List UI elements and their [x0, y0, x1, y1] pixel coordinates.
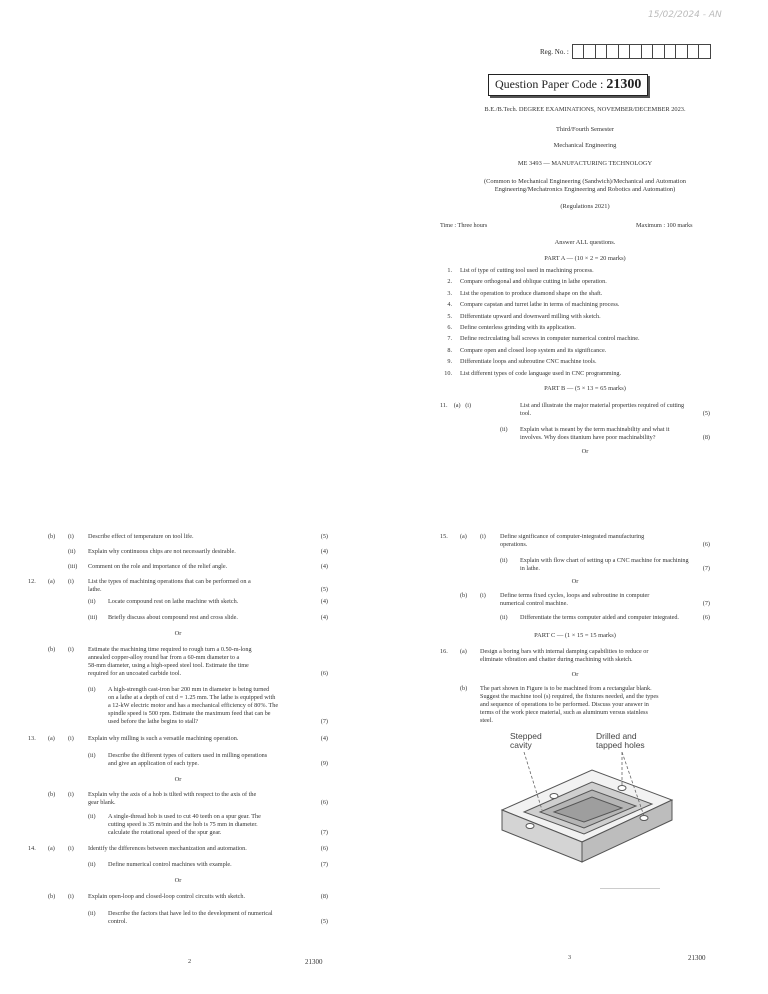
q12b-i: (b) (i) Estimate the machining time required to rough turn a 0.50-m-long annealed copper-alloy round bar from a 60-mm diameter to a 58-mm diameter, using a high-speed steel tool. Estimate the time required for an uncoated carbide tool. (6) — [48, 646, 328, 677]
or-separator: Or — [174, 630, 182, 637]
q15b-i: (b) (i) Define terms fixed cycles, loops and subroutine in computer numerical control machine. (7) — [460, 592, 710, 607]
part-c-title: PART C — (1 × 15 = 15 marks) — [534, 632, 616, 639]
part-a-question: 10. List different types of code language used in CNC programming. — [444, 369, 622, 377]
semester: Third/Fourth Semester — [555, 126, 615, 133]
q15a-i: 15. (a) (i) Define significance of computer-integrated manufacturing operations. (6) — [440, 533, 710, 548]
q13a-i: 13. (a) (i) Explain why milling is such a versatile machining operation. (4) — [28, 735, 328, 742]
page-code: 21300 — [688, 954, 706, 962]
q14a-ii: (ii) Define numerical control machines with example. (7) — [88, 861, 328, 868]
q13b-i: (b) (i) Explain why the axis of a hob is tilted with respect to the axis of the gear blank. (6) — [48, 791, 328, 806]
regulations: (Regulations 2021) — [560, 203, 610, 210]
q11a-i: List and illustrate the major material properties required of cutting tool. (5) — [520, 402, 710, 417]
part-a-question: 3. List the operation to produce diamond shape on the shaft. — [447, 289, 603, 297]
or-separator: Or — [581, 448, 589, 455]
figure-label-drilled-holes: Drilled and tapped holes — [596, 731, 645, 750]
q12a: 12. (a) (i) List the types of machining operations that can be performed on a lathe. (5) — [28, 578, 328, 593]
branch: Mechanical Engineering — [553, 142, 617, 149]
part-a-question: 2. Compare orthogonal and oblique cutting in lathe operation. — [447, 278, 607, 286]
q11b: (b) (i) Describe effect of temperature on tool life. (5) (ii) Explain why continuous chips are not necessarily desirable. (4) (iii) Comment on the role and importance of the relief angle. (4) — [48, 533, 328, 570]
q12a-ii: (ii) Locate compound rest on lathe machine with sketch. (4) — [88, 598, 328, 605]
max-marks: Maximum : 100 marks — [636, 222, 693, 229]
reg-no-label: Reg. No. : — [540, 47, 569, 56]
part-b-title: PART B — (5 × 13 = 65 marks) — [544, 385, 626, 392]
or-separator: Or — [571, 578, 579, 585]
handwritten-date: 15/02/2024 - AN — [648, 10, 722, 20]
q14b-ii: (ii) Describe the factors that have led to the development of numerical control. (5) — [88, 910, 328, 925]
part-a-question: 8. Compare open and closed loop system and its significance. — [447, 346, 607, 354]
q11a-ii: Explain what is meant by the term machinability and what it involves. Why does titanium have poor machinability? (8) — [520, 426, 710, 441]
page-number: 3 — [568, 954, 572, 961]
part-a-list — [438, 267, 738, 381]
instruction: Answer ALL questions. — [554, 239, 616, 246]
q16b: (b) The part shown in Figure is to be machined from a rectangular blank. Suggest the machine tool (s) required, the fixtures needed, and the types and sequence of operations to be performed. Discuss your answer in terms of the work piece material, such as aluminum versus stainless steel. — [460, 685, 659, 724]
common-line-2: Engineering/Mechatronics Engineering and Robotics and Automation) — [494, 186, 676, 193]
question-paper-code — [488, 74, 648, 96]
q15a-ii: (ii) Explain with flow chart of setting up a CNC machine for machining in lathe. (7) — [500, 557, 710, 572]
figure-divider — [600, 888, 660, 889]
q11-number: 11. (a) (i) — [440, 402, 472, 409]
qp-code: 21300 — [606, 77, 642, 92]
q14b-i: (b) (i) Explain open-loop and closed-loop control circuits with sketch. (8) — [48, 893, 328, 900]
time: Time : Three hours — [440, 222, 488, 229]
page-code: 21300 — [305, 958, 323, 966]
or-separator: Or — [174, 776, 182, 783]
q15b-ii: (ii) Differentiate the terms computer aided and computer integrated. (6) — [500, 614, 710, 621]
reg-no — [540, 44, 711, 59]
reg-box — [698, 44, 711, 59]
part-a-question: 7. Define recirculating ball screws in computer numerical control machine. — [447, 335, 640, 343]
part-a-question: 4. Compare capstan and turret lathe in terms of machining process. — [447, 301, 620, 309]
q13a-ii: (ii) Describe the different types of cutters used in milling operations and give an application of each type. (9) — [88, 752, 328, 767]
part-a-question: 9. Differentiate loops and subroutine CNC machine tools. — [447, 358, 597, 366]
part-a-question: 5. Differentiate upward and downward milling with sketch. — [447, 312, 601, 320]
page-number: 2 — [188, 958, 192, 965]
part-a-question: 6. Define centerless grinding with its application. — [447, 323, 576, 331]
q12b-ii: (ii) A high-strength cast-iron bar 200 mm in diameter is being turned on a lathe at a depth of cut d = 1.25 mm. The lathe is equipped with a 12-kW electric motor and has a mechanical efficiency of 80%. The spindle speed is 500 rpm. Estimate the maximum feed that can be used before the lathe begins to stall? (7) — [88, 686, 328, 725]
qp-code-label: Question Paper Code : — [495, 77, 604, 91]
figure-machined-part — [494, 732, 684, 882]
part-a-question: 1. List of type of cutting tool used in machining process. — [447, 267, 594, 274]
q14a-i: 14. (a) (i) Identify the differences between mechanization and automation. (6) — [28, 845, 328, 852]
course-title: ME 3493 — MANUFACTURING TECHNOLOGY — [517, 160, 653, 167]
part-a-title: PART A — (10 × 2 = 20 marks) — [544, 255, 626, 262]
or-separator: Or — [174, 877, 182, 884]
q11a-ii-number: (ii) — [500, 426, 508, 433]
degree: B.E./B.Tech. DEGREE EXAMINATIONS, NOVEMBER/DECEMBER 2023. — [484, 106, 686, 113]
q16a: 16. (a) Design a boring bars with internal damping capabilities to reduce or eliminate vibration and chatter during machining with sketch. — [440, 648, 649, 663]
q13b-ii: (ii) A single-thread hob is used to cut 40 teeth on a spur gear. The cutting speed is 35 m/min and the hob is 75 mm in diameter. calculate the rotational speed of the spur gear. (7) — [88, 813, 328, 836]
figure-label-stepped-cavity: Stepped cavity — [510, 731, 542, 750]
machined-part-drawing — [494, 752, 684, 882]
or-separator: Or — [571, 671, 579, 678]
common-line-1: (Common to Mechanical Engineering (Sandwich)/Mechanical and Automation — [484, 178, 686, 185]
q12a-iii: (iii) Briefly discuss about compound rest and cross slide. (4) — [88, 614, 328, 621]
